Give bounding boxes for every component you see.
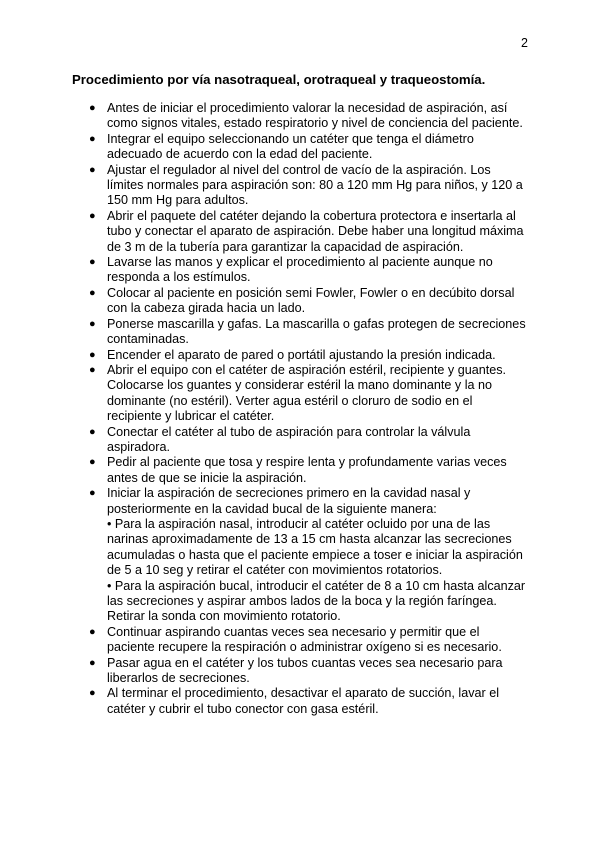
bullet-icon: ● [89, 425, 96, 438]
list-item [90, 455, 528, 486]
list-item-text: Continuar aspirando cuantas veces sea necesario y permitir que el paciente recupere la respiración o administrar oxígeno si es necesario. [107, 624, 502, 655]
list-item [90, 425, 528, 456]
list-item [90, 317, 528, 348]
list-item-text: Conectar el catéter al tubo de aspiración para controlar la válvula aspiradora. [107, 424, 471, 454]
bullet-icon: ● [89, 687, 96, 700]
page-number: 2 [521, 36, 528, 50]
bullet-icon: ● [89, 132, 96, 145]
list-item [90, 101, 528, 132]
procedure-steps-list [90, 101, 528, 717]
list-item [90, 255, 528, 286]
list-item [90, 656, 528, 687]
list-item-text: Abrir el paquete del catéter dejando la cobertura protectora e insertarla al tubo y conectar el aparato de aspiración. Debe haber una longitud máxima de 3 m de la tubería para garantizar la capacidad de aspiración. [107, 208, 524, 254]
list-item [90, 163, 528, 209]
list-item [90, 348, 528, 363]
list-item-text: Colocar al paciente en posición semi Fowler, Fowler o en decúbito dorsal con la cabeza girada hacia un lado. [107, 285, 515, 316]
list-item [90, 486, 528, 625]
section-heading: Procedimiento por vía nasotraqueal, orotraqueal y traqueostomía. [72, 72, 486, 87]
bullet-icon: ● [89, 625, 96, 638]
list-item [90, 625, 528, 656]
list-item [90, 686, 528, 717]
list-item-text: Antes de iniciar el procedimiento valorar la necesidad de aspiración, así como signos vitales, estado respiratorio y nivel de conciencia del paciente. [107, 101, 523, 131]
list-item-text: Integrar el equipo seleccionando un catéter que tenga el diámetro adecuado de acuerdo con la edad del paciente. [107, 131, 474, 162]
bullet-icon: ● [89, 656, 96, 669]
bullet-icon: ● [89, 163, 96, 176]
bullet-icon: ● [89, 348, 96, 361]
list-item-text: Al terminar el procedimiento, desactivar el aparato de succión, lavar el catéter y cubrir el tubo conector con gasa estéril. [107, 686, 499, 716]
list-item-text: Abrir el equipo con el catéter de aspiración estéril, recipiente y guantes. Colocarse los guantes y considerar estéril la mano dominante y la no dominante (no estéril). Verter agua estéril o cloruro de sodio en el recipiente y lubricar el catéter. [107, 362, 507, 424]
list-item-text: Ponerse mascarilla y gafas. La mascarilla o gafas protegen de secreciones contaminadas. [107, 316, 526, 347]
sub-item-bucal: • Para la aspiración bucal, introducir el catéter de 8 a 10 cm hasta alcanzar las secreciones y aspirar ambos lados de la boca y la región faríngea. Retirar la sonda con movimiento rotatorio. [107, 578, 526, 624]
bullet-icon: ● [89, 209, 96, 222]
list-item [90, 132, 528, 163]
list-item-text: Iniciar la aspiración de secreciones primero en la cavidad nasal y posteriormente en la cavidad bucal de la siguiente manera: [107, 486, 471, 516]
bullet-icon: ● [89, 456, 96, 469]
list-item [90, 209, 528, 255]
sub-item-nasal: • Para la aspiración nasal, introducir al catéter ocluido por una de las narinas aproximadamente de 13 a 15 cm hasta alcanzar las secreciones acumuladas o hasta que el paciente empiece a toser e iniciar la aspiración de 5 a 10 seg y retirar el catéter con movimientos rotatorios. [107, 516, 523, 578]
list-item-text: Pasar agua en el catéter y los tubos cuantas veces sea necesario para liberarlos de secreciones. [107, 655, 503, 686]
bullet-icon: ● [89, 256, 96, 269]
list-item-text: Ajustar el regulador al nivel del control de vacío de la aspiración. Los límites normales para aspiración son: 80 a 120 mm Hg para niños, y 120 a 150 mm Hg para adultos. [107, 162, 523, 208]
bullet-icon: ● [89, 317, 96, 330]
list-item-text: Lavarse las manos y explicar el procedimiento al paciente aunque no responda a los estímulos. [107, 255, 493, 285]
list-item [90, 363, 528, 425]
bullet-icon: ● [89, 102, 96, 114]
bullet-icon: ● [89, 286, 96, 299]
bullet-icon: ● [89, 363, 96, 376]
bullet-icon: ● [89, 487, 96, 500]
list-item-text: Encender el aparato de pared o portátil ajustando la presión indicada. [107, 347, 496, 362]
list-item [90, 286, 528, 317]
list-item-text: Pedir al paciente que tosa y respire lenta y profundamente varias veces antes de que se inicie la aspiración. [107, 455, 507, 485]
